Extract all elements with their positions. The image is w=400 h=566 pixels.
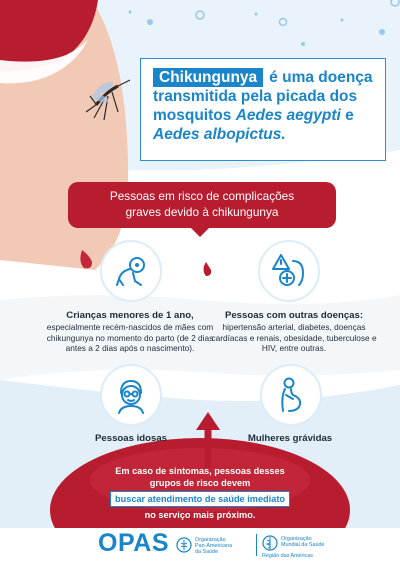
species-2: Aedes albopictus. xyxy=(153,126,286,143)
pregnant-woman-icon xyxy=(271,375,311,415)
species-1: Aedes aegypti xyxy=(235,107,341,124)
baby-icon-circle xyxy=(100,240,162,302)
baby-icon xyxy=(111,251,151,291)
risk-banner xyxy=(68,182,336,228)
who-org-name: Organização Mundial da Saúde xyxy=(281,536,325,548)
opas-logo-text: OPAS xyxy=(98,529,169,557)
banner-pointer xyxy=(190,227,210,237)
who-region: Região das Américas xyxy=(262,553,313,559)
diseases-title: Pessoas com outras doenças: xyxy=(224,310,364,321)
infants-desc: especialmente recém-nascidos de mães com chikungunya no momento do parto (de 2 dias antes a 2 dias após o nascimento). xyxy=(46,322,214,353)
banner-line-2: graves devido à chikungunya xyxy=(125,205,279,219)
who-emblem-icon xyxy=(262,535,278,551)
infants-text xyxy=(40,310,220,354)
symptoms-message xyxy=(100,465,300,521)
elderly-title: Pessoas idosas xyxy=(95,433,167,444)
disease-name: Chikungunya xyxy=(153,68,263,87)
symptoms-line-1: Em caso de sintomas, pessoas desses grupos de risco devem xyxy=(115,466,285,488)
symptoms-line-2: no serviço mais próximo. xyxy=(144,510,256,520)
paho-emblem-icon xyxy=(176,537,192,553)
footer-divider xyxy=(256,534,257,556)
headline-text: é uma doença transmitida pela picada dos mosquitos xyxy=(153,69,373,124)
paho-org-name: Organização Pan-Americana da Saúde xyxy=(195,537,233,555)
pregnant-title: Mulheres grávidas xyxy=(247,433,333,444)
banner-line-1: Pessoas em risco de complicações xyxy=(109,189,295,203)
headline-box xyxy=(140,58,386,161)
elderly-icon-circle xyxy=(100,364,162,426)
infants-title: Crianças menores de 1 ano, xyxy=(66,310,194,321)
health-warning-icon xyxy=(269,251,309,291)
headline-conj: e xyxy=(345,107,354,124)
diseases-text xyxy=(210,310,378,354)
seek-care-highlight: buscar atendimento de saúde imediato xyxy=(110,491,290,507)
pregnant-icon-circle xyxy=(260,364,322,426)
diseases-desc: hipertensão arterial, diabetes, doenças cardíacas e renais, obesidade, tuberculose e HIV, entre outras. xyxy=(211,322,377,353)
disease-icon-circle xyxy=(258,240,320,302)
elderly-person-icon xyxy=(111,375,151,415)
